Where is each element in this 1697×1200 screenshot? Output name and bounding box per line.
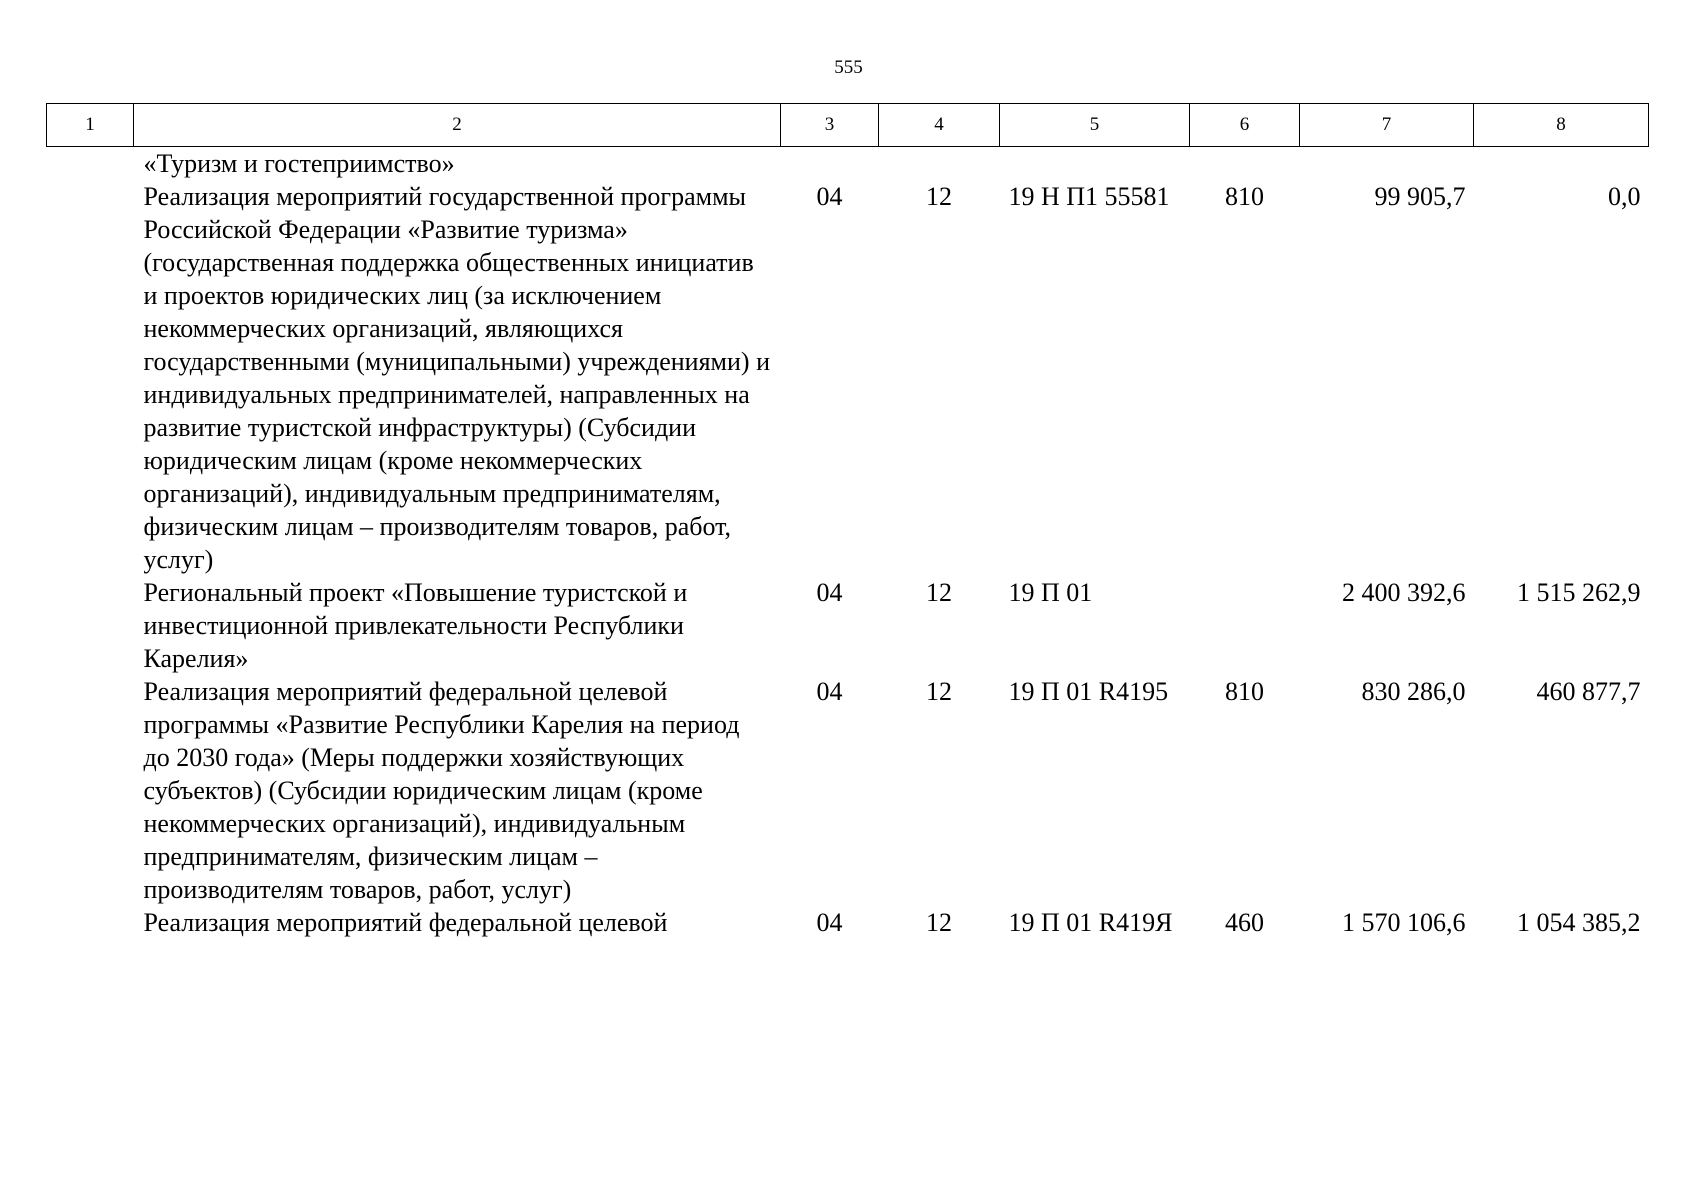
column-header-3: 3 [781, 104, 879, 147]
table-row [47, 180, 1649, 576]
row-col4: 12 [926, 578, 952, 607]
section-heading-row [47, 147, 1649, 181]
column-header-5: 5 [1000, 104, 1190, 147]
row-col3: 04 [816, 677, 843, 706]
column-header-6: 6 [1190, 104, 1300, 147]
row-col5: 19 П 01 [1008, 578, 1093, 607]
row-col4: 12 [926, 677, 952, 706]
column-header-2: 2 [134, 104, 781, 147]
row-col5: 19 П 01 R419Я [1008, 908, 1173, 937]
table-row [47, 576, 1649, 675]
row-col6: 810 [1225, 677, 1264, 706]
column-header-8: 8 [1474, 104, 1649, 147]
row-col5: 19 Н П1 55581 [1008, 182, 1170, 211]
row-col6: 460 [1225, 908, 1264, 937]
column-header-7: 7 [1300, 104, 1474, 147]
page-number: 555 [834, 57, 863, 78]
row-col8: 460 877,7 [1536, 677, 1641, 706]
column-header-1: 1 [47, 104, 134, 147]
row-col8: 0,0 [1608, 182, 1641, 211]
row-description: Реализация мероприятий федеральной целевой [143, 908, 668, 937]
row-col3: 04 [816, 182, 843, 211]
row-description: Реализация мероприятий государственной программы Российской Федерации «Развитие туризма» (государственная поддержка общественных инициатив и проектов юридических лиц (за исключением некоммерческих организаций, являющихся государственными (муниципальными) учреждениями) и индивидуальных предпринимателей, направленных на развитие туристской инфраструктуры) (Субсидии юридическим лицам (кроме некоммерческих организаций), индивидуальным предпринимателям, физическим лицам – производителям товаров, работ, услуг) [143, 182, 770, 574]
row-description: Региональный проект «Повышение туристской и инвестиционной привлекательности Республики Карелия» [143, 578, 688, 673]
table-row [47, 675, 1649, 906]
row-description: Реализация мероприятий федеральной целевой программы «Развитие Республики Карелия на период до 2030 года» (Меры поддержки хозяйствующих субъектов) (Субсидии юридическим лицам (кроме некоммерческих организаций), индивидуальным предпринимателям, физическим лицам – производителям товаров, работ, услуг) [143, 677, 740, 904]
row-col8: 1 515 262,9 [1517, 578, 1641, 607]
table-row [47, 906, 1649, 960]
row-col7: 99 905,7 [1374, 182, 1466, 211]
row-col8: 1 054 385,2 [1517, 908, 1641, 937]
row-col7: 2 400 392,6 [1342, 578, 1466, 607]
row-col5: 19 П 01 R4195 [1008, 677, 1169, 706]
row-col6 [1190, 576, 1300, 675]
row-col4: 12 [926, 182, 952, 211]
row-col3: 04 [816, 578, 843, 607]
row-col3: 04 [816, 908, 843, 937]
section-heading: «Туризм и гостеприимство» [143, 149, 455, 178]
row-col6: 810 [1225, 182, 1264, 211]
row-col4: 12 [926, 908, 952, 937]
column-header-4: 4 [879, 104, 1000, 147]
row-col7: 830 286,0 [1361, 677, 1466, 706]
row-col7: 1 570 106,6 [1342, 908, 1466, 937]
budget-table [46, 103, 1649, 960]
column-number-header-row [47, 104, 1649, 147]
